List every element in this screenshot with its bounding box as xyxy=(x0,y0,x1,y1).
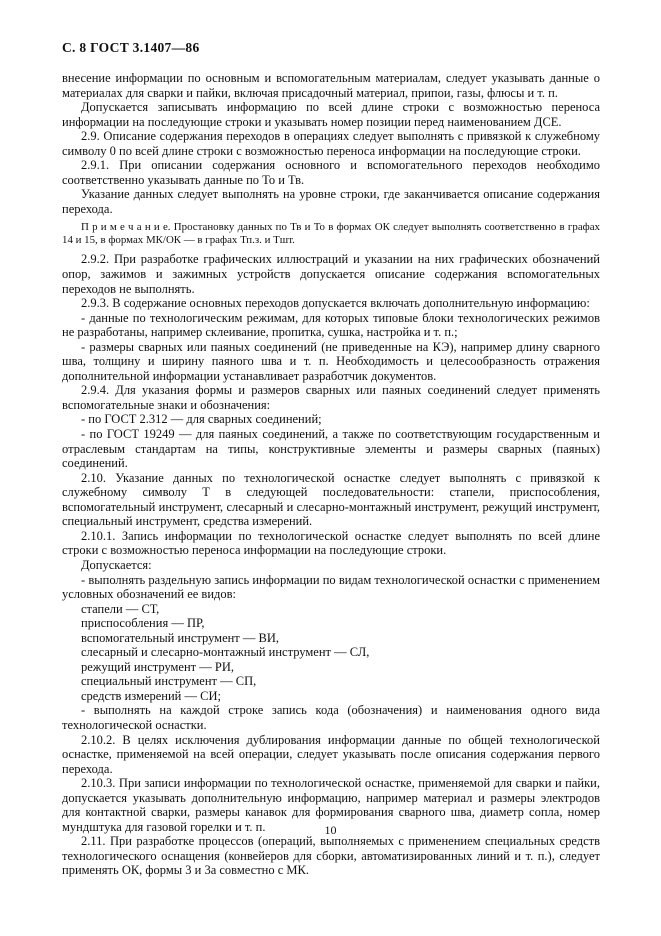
abbrev-item-st: стапели — СТ, xyxy=(81,601,160,616)
clause-2-9-3: 2.9.3. В содержание основных переходов допускается включать дополнительную информацию: xyxy=(81,296,590,311)
para-allowed: Допускается: xyxy=(81,557,152,572)
abbrev-item-sp: специальный инструмент — СП, xyxy=(81,674,257,689)
list-item-regimes: - данные по технологическим режимам, для которых типовые блоки технологических режимов не разработаны, например склеивание, пропитка, сушка, настройка и т. п.; xyxy=(62,310,600,340)
clause-2-11: 2.11. При разработке процессов (операций, выполняемых с применением специальных средств технологического оснащения (конвейеров для сборки, автоматизированных линий и т. п.), следует применять ОК, формы 3 и 3а совместно с МК. xyxy=(62,834,600,878)
document-body xyxy=(62,71,600,878)
page-number: 10 xyxy=(324,823,337,837)
abbrev-item-ri: режущий инструмент — РИ, xyxy=(81,659,234,674)
abbrev-item-pr: приспособления — ПР, xyxy=(81,616,205,631)
para-allowance: Допускается записывать информацию по всей длине строки с возможностью переноса информации на последующие строки и указывать номер позиции перед наименованием ДСЕ. xyxy=(62,100,600,129)
abbrev-item-sl: слесарный и слесарно-монтажный инструмент — СЛ, xyxy=(81,645,370,660)
list-item-one-kind: - выполнять на каждой строке запись кода (обозначения) и наименования одного вида технологической оснастки. xyxy=(62,703,600,732)
clause-2-9-2: 2.9.2. При разработке графических иллюстраций и указании на них графических обозначений опор, зажимов и зажимных устройств допускается описание содержания вспомогательных переходов не выполнять. xyxy=(62,252,600,296)
note-primechanie: П р и м е ч а н и е. Простановку данных по Тв и То в формах ОК следует выполнять соответственно в графах 14 и 15, в формах МК/ОК — в графах Тп.з. и Тшт. xyxy=(62,221,600,246)
para-data-level: Указание данных следует выполнять на уровне строки, где заканчивается описание содержания перехода. xyxy=(62,187,600,216)
abbrev-item-si: средств измерений — СИ; xyxy=(81,688,221,703)
list-item-gost-19249: - по ГОСТ 19249 — для паяных соединений, а также по соответствующим государственным и отраслевым стандартам на типы, конструктивные элементы и размеры сварных (паяных) соединений. xyxy=(62,427,600,471)
clause-2-10-2: 2.10.2. В целях исключения дублирования информации данные по общей технологической оснастке, применяемой на всей операции, следует указывать после описания содержания первого перехода. xyxy=(62,732,600,776)
clause-2-10: 2.10. Указание данных по технологической оснастке следует выполнять с привязкой к служебному символу Т в следующей последовательности: стапели, приспособления, вспомогательный инструмент, слесарный и слесарно-монтажный инструмент, режущий инструмент, специальный инструмент, средства измерений. xyxy=(62,470,600,529)
clause-2-9: 2.9. Описание содержания переходов в операциях следует выполнять с привязкой к служебному символу 0 по всей длине строки с возможностью переноса информации на последующие строки. xyxy=(62,129,600,158)
clause-2-10-1: 2.10.1. Запись информации по технологической оснастке следует выполнять по всей длине строки с возможностью переноса информации на последующие строки. xyxy=(62,528,600,558)
para-continuation: внесение информации по основным и вспомогательным материалам, следует указывать данные о материалах для сварки и пайки, включая присадочный материал, припои, газы, флюсы и т. п. xyxy=(62,71,600,100)
list-item-gost-2-312: - по ГОСТ 2.312 — для сварных соединений; xyxy=(81,412,322,427)
clause-2-10-3: 2.10.3. При записи информации по технологической оснастке, применяемой для сварки и пайки, допускается указывать дополнительную информацию, например материал и размеры электродов для контактной сварки, размеры канавок для формирования сварного шва, диаметр сопла, номер мундштука для газовой горелки и т. п. xyxy=(62,776,600,834)
clause-2-9-4: 2.9.4. Для указания формы и размеров сварных или паяных соединений следует применять вспомогательные знаки и обозначения: xyxy=(62,383,600,412)
page-header: С. 8 ГОСТ 3.1407—86 xyxy=(62,40,200,55)
abbrev-item-vi: вспомогательный инструмент — ВИ, xyxy=(81,630,280,645)
clause-2-9-1: 2.9.1. При описании содержания основного и вспомогательного переходов необходимо соответственно указывать данные по То и Тв. xyxy=(62,158,600,187)
list-item-sizes: - размеры сварных или паяных соединений (не приведенные на КЭ), например длину сварного шва, толщину и ширину паяного шва и т. п. Необходимость и целесообразность отражения дополнительной информации устанавливает разработчик документов. xyxy=(62,339,600,383)
list-item-separate-record: - выполнять раздельную запись информации по видам технологической оснастки с применением условных обозначений ее видов: xyxy=(62,572,600,602)
